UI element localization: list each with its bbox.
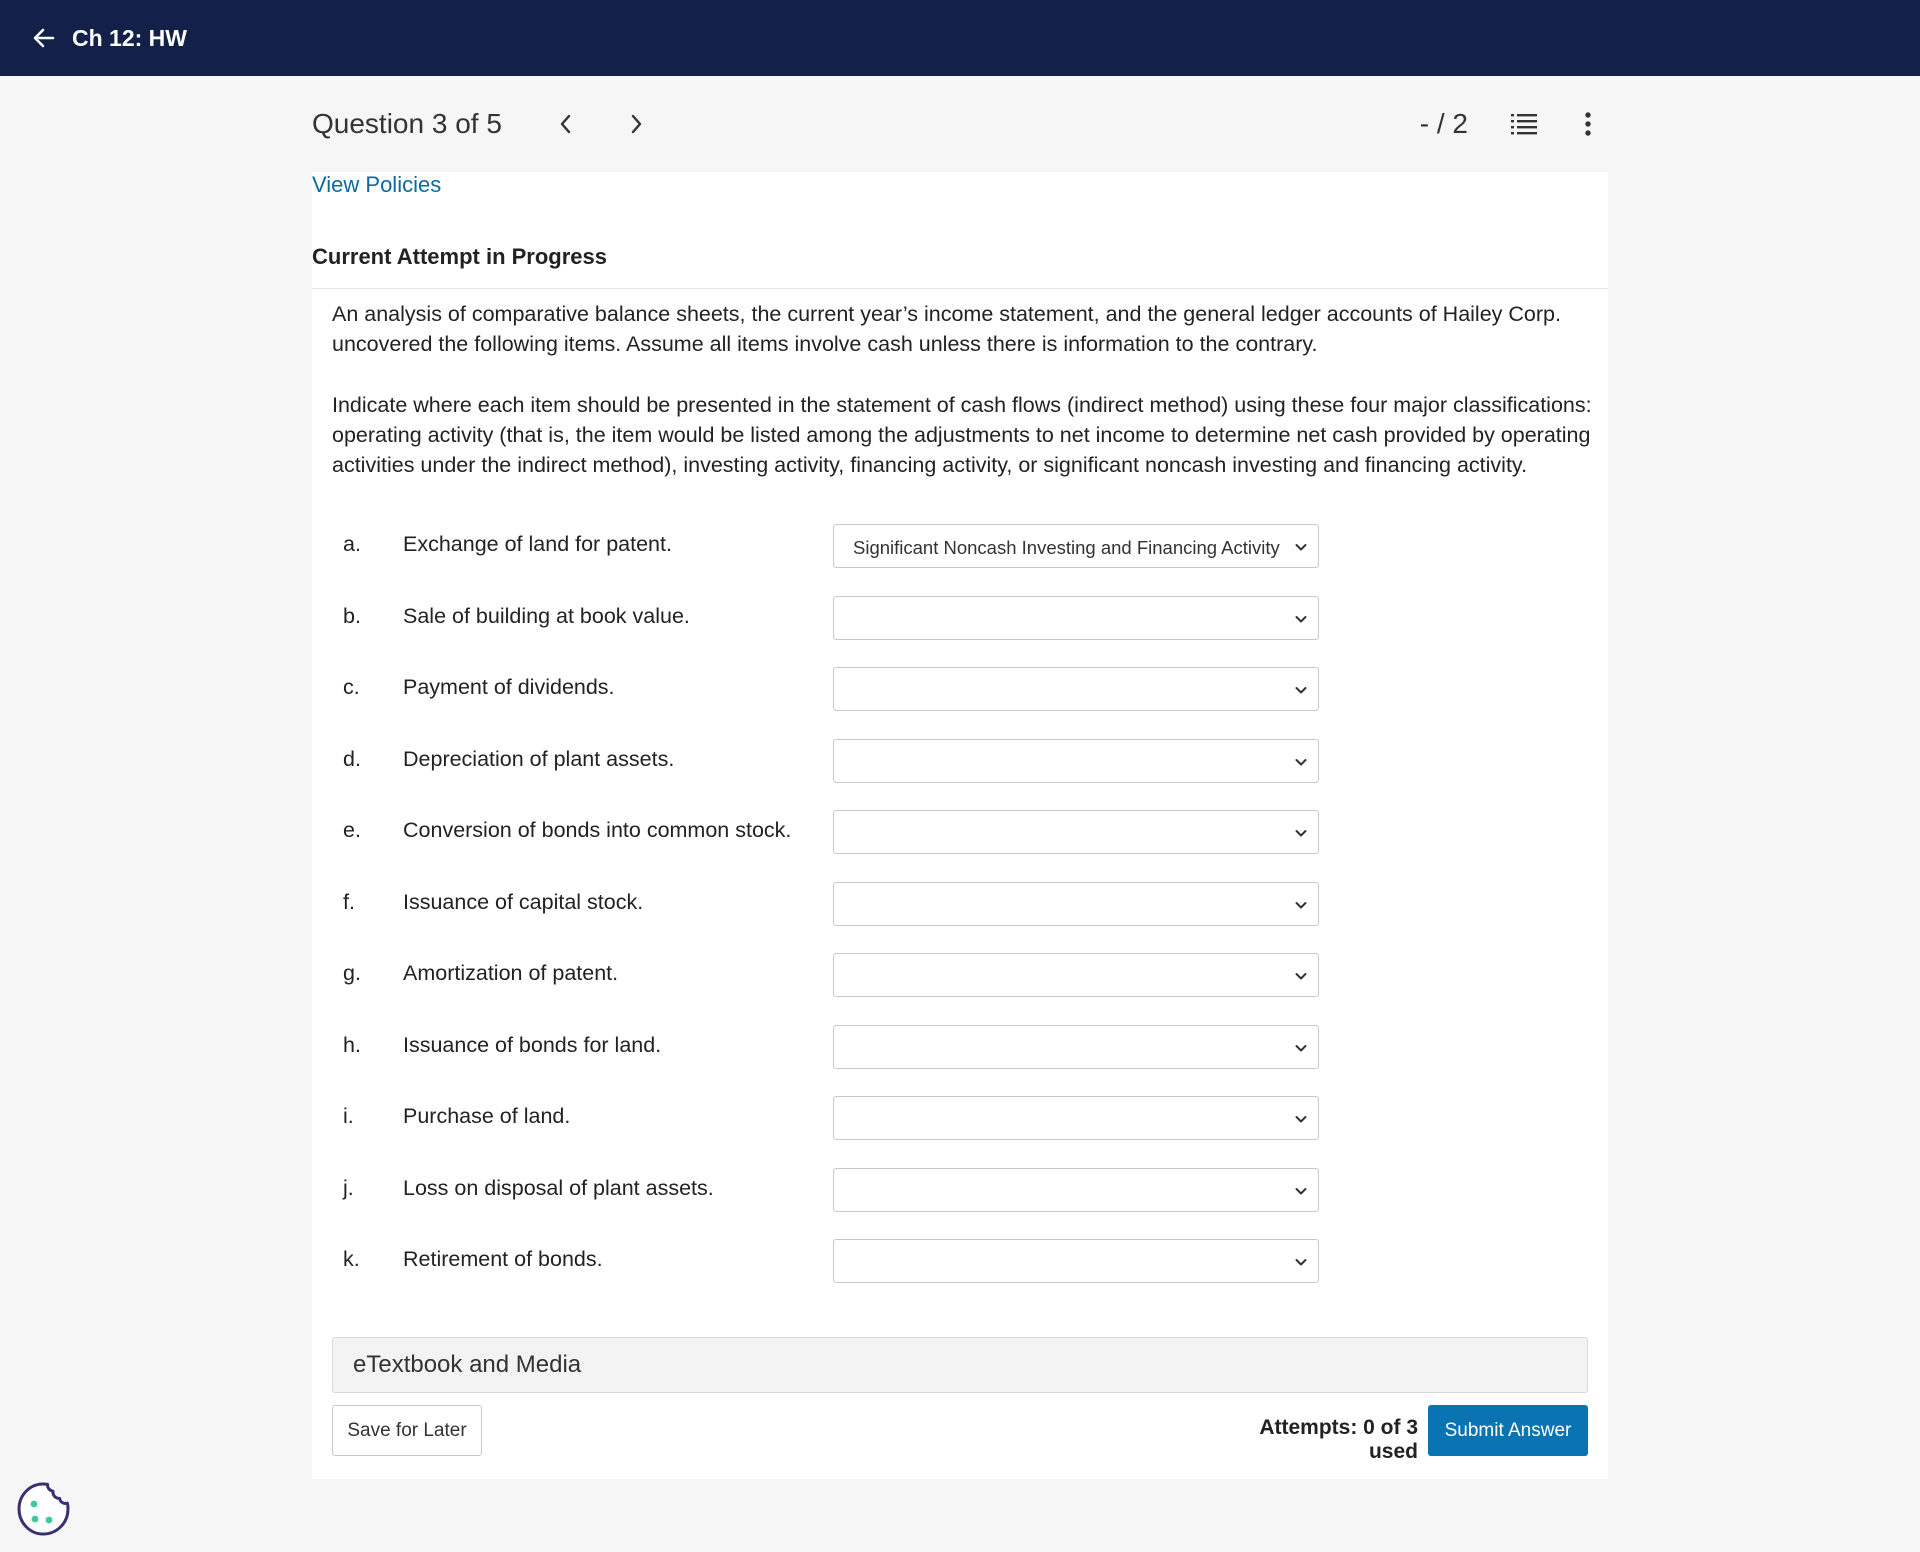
classification-select[interactable]: [833, 596, 1319, 640]
item-row: [312, 667, 1608, 711]
question-header: [312, 76, 1608, 172]
classification-select[interactable]: [833, 1168, 1319, 1212]
item-letter: e.: [343, 818, 361, 842]
item-row: [312, 882, 1608, 926]
item-row: [312, 596, 1608, 640]
item-letter: c.: [343, 675, 360, 699]
classification-select[interactable]: [833, 953, 1319, 997]
item-letter: g.: [343, 961, 361, 985]
chevron-down-icon: [1294, 612, 1308, 626]
classification-select[interactable]: [833, 524, 1319, 568]
item-letter: j.: [343, 1175, 354, 1200]
item-description: Amortization of patent.: [403, 961, 619, 985]
item-row: [312, 1168, 1608, 1212]
chevron-down-icon: [1294, 826, 1308, 840]
item-description: Exchange of land for patent.: [403, 532, 672, 556]
question-score: - / 2: [1419, 108, 1468, 139]
item-letter: d.: [343, 746, 361, 771]
item-row: [312, 953, 1608, 997]
next-question-icon[interactable]: [616, 104, 656, 144]
attempts-counter: Attempts: 0 of 3 used: [1259, 1416, 1418, 1463]
cookie-settings-icon[interactable]: [14, 1480, 72, 1538]
item-letter: a.: [343, 532, 361, 556]
chevron-down-icon: [1294, 969, 1308, 983]
item-row: [312, 739, 1608, 783]
question-paragraph-1: An analysis of comparative balance sheets, the current year’s income statement, and the general ledger accounts of Hailey Corp. uncovered the following items. Assume all items involve cash unless there is information to the contrary.: [332, 302, 1561, 356]
top-bar: [0, 0, 1920, 76]
classification-select[interactable]: [833, 667, 1319, 711]
chevron-down-icon: [1294, 1112, 1308, 1126]
view-policies-link[interactable]: View Policies: [312, 172, 442, 197]
chevron-down-icon: [1294, 1041, 1308, 1055]
selected-classification: Significant Noncash Investing and Financing Activity: [853, 537, 1280, 558]
divider: [312, 288, 1608, 289]
chevron-down-icon: [1294, 540, 1308, 554]
item-row: [312, 1239, 1608, 1283]
item-description: Payment of dividends.: [403, 675, 615, 699]
item-description: Purchase of land.: [403, 1104, 571, 1128]
classification-select[interactable]: [833, 1239, 1319, 1283]
chevron-down-icon: [1294, 755, 1308, 769]
etextbook-media-label: eTextbook and Media: [353, 1351, 582, 1378]
question-title: Question 3 of 5: [312, 108, 502, 139]
chevron-down-icon: [1294, 1184, 1308, 1198]
question-list-icon[interactable]: [1504, 104, 1544, 144]
item-row: [312, 524, 1608, 568]
item-description: Loss on disposal of plant assets.: [403, 1175, 714, 1200]
item-description: Issuance of bonds for land.: [403, 1032, 662, 1057]
back-arrow-icon[interactable]: [28, 22, 60, 54]
item-description: Issuance of capital stock.: [403, 889, 644, 914]
item-description: Conversion of bonds into common stock.: [403, 818, 792, 842]
etextbook-media-panel[interactable]: [332, 1337, 1588, 1393]
classification-select[interactable]: [833, 810, 1319, 854]
item-letter: k.: [343, 1247, 360, 1271]
item-letter: b.: [343, 603, 361, 628]
classification-select[interactable]: [833, 882, 1319, 926]
item-row: [312, 1096, 1608, 1140]
classification-select[interactable]: [833, 1025, 1319, 1069]
classification-select[interactable]: [833, 739, 1319, 783]
more-options-icon[interactable]: [1568, 104, 1608, 144]
question-paragraph-2: Indicate where each item should be presented in the statement of cash flows (indirect method) using these four major classifications: operating activity (that is, the item would be listed among the adjustments to net income to determine net cash provided by operating activities under the indirect method), investing activity, financing activity, or significant noncash investing and financing activity.: [332, 393, 1592, 477]
attempt-status: Current Attempt in Progress: [312, 244, 608, 269]
chevron-down-icon: [1294, 1255, 1308, 1269]
item-letter: f.: [343, 889, 355, 914]
item-letter: i.: [343, 1104, 354, 1128]
submit-answer-button[interactable]: Submit Answer: [1428, 1405, 1588, 1456]
classification-select[interactable]: [833, 1096, 1319, 1140]
item-description: Sale of building at book value.: [403, 603, 690, 628]
item-description: Retirement of bonds.: [403, 1247, 603, 1271]
chevron-down-icon: [1294, 683, 1308, 697]
chevron-down-icon: [1294, 898, 1308, 912]
item-row: [312, 1025, 1608, 1069]
item-letter: h.: [343, 1032, 361, 1057]
question-card: [312, 172, 1608, 1479]
item-row: [312, 810, 1608, 854]
save-for-later-button[interactable]: Save for Later: [332, 1405, 482, 1456]
assignment-title: Ch 12: HW: [72, 24, 187, 51]
previous-question-icon[interactable]: [546, 104, 586, 144]
item-description: Depreciation of plant assets.: [403, 746, 675, 771]
